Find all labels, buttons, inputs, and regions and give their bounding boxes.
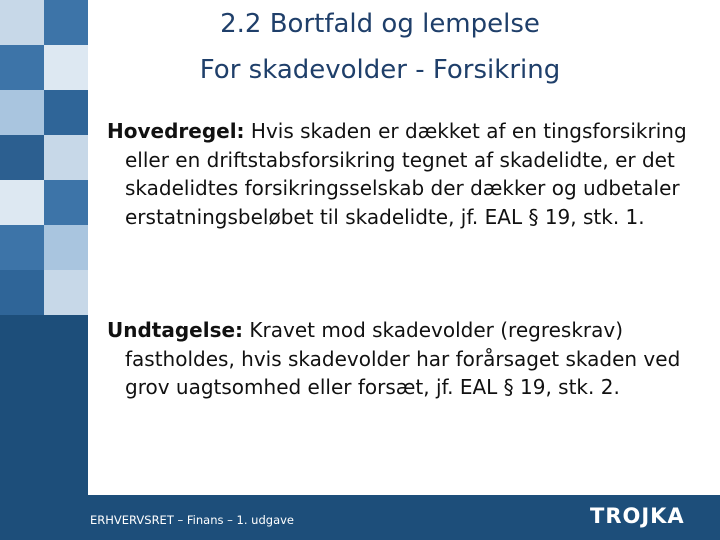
footer-bar	[88, 495, 720, 540]
tile-light	[44, 225, 88, 270]
tile-mid	[44, 180, 88, 225]
tile-light	[0, 90, 44, 135]
paragraph-undtagelse	[107, 316, 720, 402]
tile-mid	[0, 225, 44, 270]
footer-text: ERHVERVSRET – Finans – 1. udgave	[90, 513, 295, 527]
paragraph-lead: Undtagelse:	[107, 318, 244, 342]
decorative-tile-panel	[0, 0, 88, 540]
tile-light	[44, 135, 88, 180]
slide-title-line1: 2.2 Bortfald og lempelse	[220, 9, 540, 39]
tile-light	[44, 270, 88, 315]
paragraph-lead: Hovedregel:	[107, 119, 245, 143]
tile-mid	[0, 135, 44, 180]
paragraph-text: Kravet mod skadevolder (regreskrav) fastholdes, hvis skadevolder har forårsaget skaden ved grov uagtsomhed eller forsæt, jf. EAL § 19, stk. 2.	[125, 318, 681, 399]
trojka-logo: TROJKA	[590, 504, 685, 528]
paragraph-text: Hvis skaden er dækket af en tingsforsikring eller en driftstabsforsikring tegnet af skadelidte, er det skadelidtes forsikringsselskab der dækker og udbetaler erstatningsbeløbet til skadelidte, jf. EAL § 19, stk. 1.	[125, 119, 687, 229]
paragraph-hovedregel	[107, 117, 720, 231]
tile-mid	[44, 90, 88, 135]
slide-title-line2: For skadevolder - Forsikring	[199, 55, 561, 85]
tile-mid	[0, 45, 44, 90]
tile-light	[0, 0, 44, 45]
tile-mid	[44, 0, 88, 45]
tile-mid	[0, 270, 44, 315]
tile-light	[44, 45, 88, 90]
tile-light	[0, 180, 44, 225]
